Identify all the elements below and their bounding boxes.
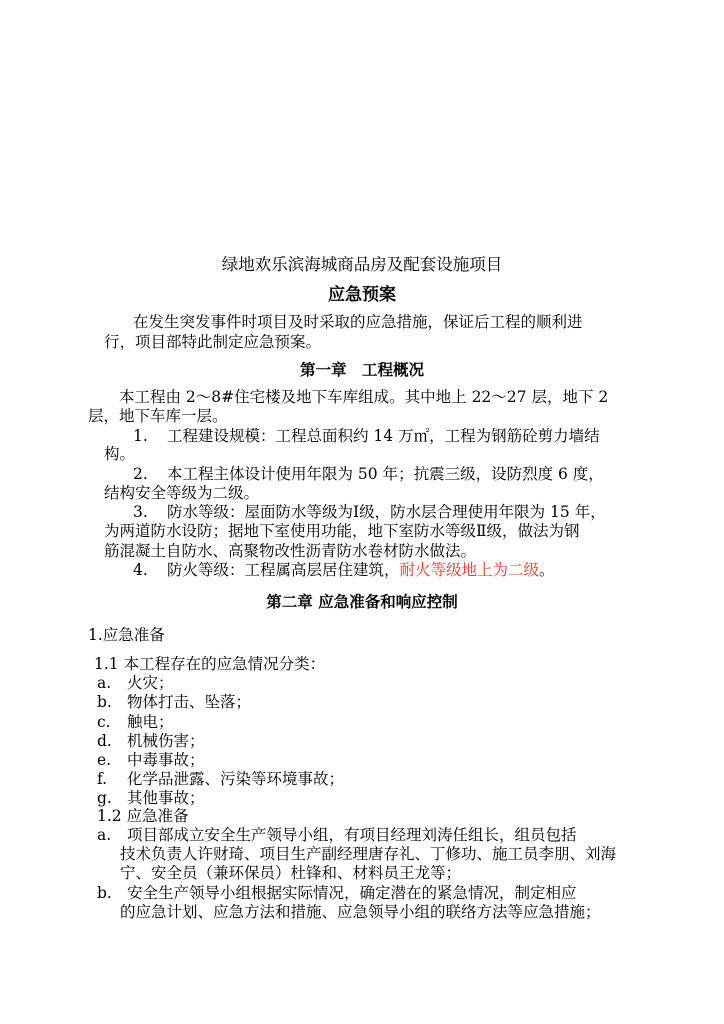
prep-item-b [97,883,577,903]
item-number: 4. [133,561,148,579]
ch1-item-1 [133,426,600,446]
ch1-item-2 [133,464,604,484]
case-text: 中毒事故； [127,751,205,769]
case-text: 火灾； [127,674,174,692]
case-letter: f. [97,770,108,788]
case-text: 物体打击、坠落； [127,693,252,711]
case-letter: d. [97,732,112,750]
case-text: 化学品泄露、污染等环境事故； [127,770,345,788]
item-number: 1. [133,427,148,445]
prep-item-a-line-3: 宁、安全员（兼环保员）杜锋和、材料员王龙等； [120,864,462,882]
chapter-2-heading: 第二章 应急准备和响应控制 [266,593,458,611]
highlighted-text: 耐火等级地上为二级 [399,561,540,579]
ch1-item-3 [133,502,606,522]
intro-line-2: 行，项目部特此制定应急预案。 [104,333,322,351]
intro-line-1: 在发生突发事件时项目及时采取的应急措施，保证后工程的顺利进 [133,313,583,331]
ch1-paragraph-line-2: 层，地下车库一层。 [88,407,228,425]
case-letter: a. [97,674,112,692]
prep-item-b-line-2: 的应急计划、应急方法和措施、应急领导小组的联络方法等应急措施； [120,903,601,921]
case-item [97,673,174,693]
prep-letter: b. [97,884,112,902]
case-letter: b. [97,693,112,711]
case-letter: g. [97,789,112,807]
section-1-title: 1.应急准备 [88,626,165,644]
case-item [97,769,344,789]
case-text: 机械伤害； [127,732,205,750]
case-item [97,731,205,751]
prep-item-a-line-2: 技术负责人许财琦、项目生产副经理唐存礼、丁修功、施工员李朋、刘海 [120,845,617,863]
item-end: 。 [539,561,555,579]
item-text: 防火等级：工程属高层居住建筑， [167,561,400,579]
ch1-paragraph-line-1: 本工程由 2～8#住宅楼及地下车库组成。其中地上 22～27 层，地下 2 [119,388,609,406]
ch1-item-3-line-3: 筋混凝土自防水、高聚物改性沥青防水卷材防水做法。 [104,542,477,560]
document-title: 应急预案 [328,285,396,305]
section-1-1-title: 1.1 本工程存在的应急情况分类： [94,655,326,673]
case-letter: c. [97,713,111,731]
prep-item-a [97,825,577,845]
case-text: 其他事故； [127,789,205,807]
item-text: 工程建设规模：工程总面积约 14 万㎡，工程为钢筋砼剪力墙结 [167,427,600,445]
case-item [97,788,205,808]
project-title: 绿地欢乐滨海城商品房及配套设施项目 [221,255,503,274]
prep-text: 安全生产领导小组根据实际情况，确定潜在的紧急情况，制定相应 [127,884,577,902]
prep-text: 项目部成立安全生产领导小组，有项目经理刘涛任组长，组员包括 [127,826,577,844]
item-text: 防水等级：屋面防水等级为Ⅰ级，防水层合理使用年限为 15 年， [167,503,606,521]
case-item [97,712,174,732]
case-text: 触电； [127,713,174,731]
case-item [97,692,251,712]
item-text: 本工程主体设计使用年限为 50 年；抗震三级，设防烈度 6 度， [167,465,604,483]
ch1-item-2-line-2: 结构安全等级为二级。 [104,484,260,502]
ch1-item-4 [133,560,555,580]
section-1-2-title: 1.2 应急准备 [97,807,189,825]
item-number: 2. [133,465,148,483]
chapter-1-heading: 第一章 工程概况 [299,361,424,379]
ch1-item-3-line-2: 为两道防水设防；据地下室使用功能，地下室防水等级Ⅱ级，做法为钢 [104,522,580,540]
case-item [97,750,205,770]
ch1-item-1-line-2: 构。 [104,445,136,463]
case-letter: e. [97,751,112,769]
item-number: 3. [133,503,148,521]
prep-letter: a. [97,826,112,844]
